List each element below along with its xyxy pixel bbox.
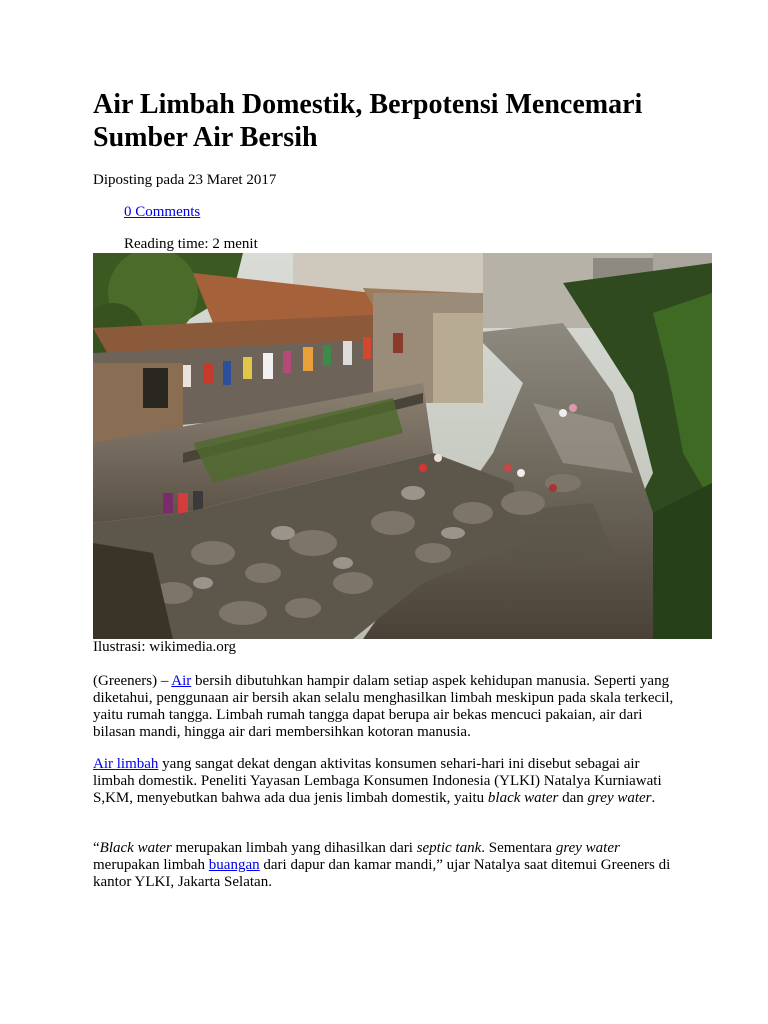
buangan-link[interactable]: buangan bbox=[208, 857, 260, 873]
paragraph-1 bbox=[93, 673, 683, 741]
p3-t2: . Sementara bbox=[481, 840, 556, 856]
posted-prefix: Diposting pada bbox=[93, 172, 185, 188]
p1-lead: (Greeners) – bbox=[93, 673, 172, 689]
p2-end: . bbox=[651, 790, 656, 806]
air-link[interactable]: Air bbox=[171, 673, 192, 689]
p3-t3: merupakan limbah bbox=[93, 857, 209, 873]
p2-mid: dan bbox=[558, 790, 588, 806]
p2-black-water: black water bbox=[487, 790, 559, 806]
p2-grey-water: grey water bbox=[587, 790, 652, 806]
reading-time-value: 2 menit bbox=[212, 236, 258, 252]
posted-date-value: 23 Maret 2017 bbox=[188, 172, 277, 188]
article-photo bbox=[93, 253, 712, 639]
paragraph-2 bbox=[93, 756, 683, 807]
comments-link[interactable]: 0 Comments bbox=[124, 204, 201, 220]
p1-rest: bersih dibutuhkan hampir dalam setiap aspek kehidupan manusia. Seperti yang diketahui, penggunaan air bersih akan selalu menghasilkan limbah meskipun pada skala terkecil, yaitu rumah tangga. Limbah rumah tangga dapat berupa air bekas mencuci pakaian, air dari bilasan mandi, hingga air dari membersihkan kotoran manusia. bbox=[93, 673, 674, 740]
p3-t1: merupakan limbah yang dihasilkan dari bbox=[171, 840, 417, 856]
p2-rest: yang sangat dekat dengan aktivitas konsumen sehari-hari ini disebut sebagai air limbah domestik. Peneliti Yayasan Lembaga Konsumen Indonesia (YLKI) Natalya Kurniawati S,KM, menyebutkan bahwa ada dua jenis limbah domestik, yaitu bbox=[93, 756, 662, 806]
p3-open: “ bbox=[93, 840, 100, 856]
reading-time bbox=[124, 235, 258, 253]
p3-black-water: Black water bbox=[99, 840, 172, 856]
paragraph-3 bbox=[93, 840, 683, 891]
p3-grey-water: grey water bbox=[555, 840, 620, 856]
article-title: Air Limbah Domestik, Berpotensi Mencemari Sumber Air Bersih bbox=[93, 89, 643, 153]
p3-septic-tank: septic tank bbox=[416, 840, 482, 856]
image-caption: Ilustrasi: wikimedia.org bbox=[93, 639, 237, 655]
p3-t4: dari dapur dan kamar mandi,” ujar Natalya saat ditemui Greeners di kantor YLKI, Jakarta Selatan. bbox=[93, 857, 671, 890]
reading-time-label: Reading time: bbox=[124, 236, 209, 252]
posted-date bbox=[93, 171, 276, 189]
air-limbah-link[interactable]: Air limbah bbox=[93, 756, 159, 772]
